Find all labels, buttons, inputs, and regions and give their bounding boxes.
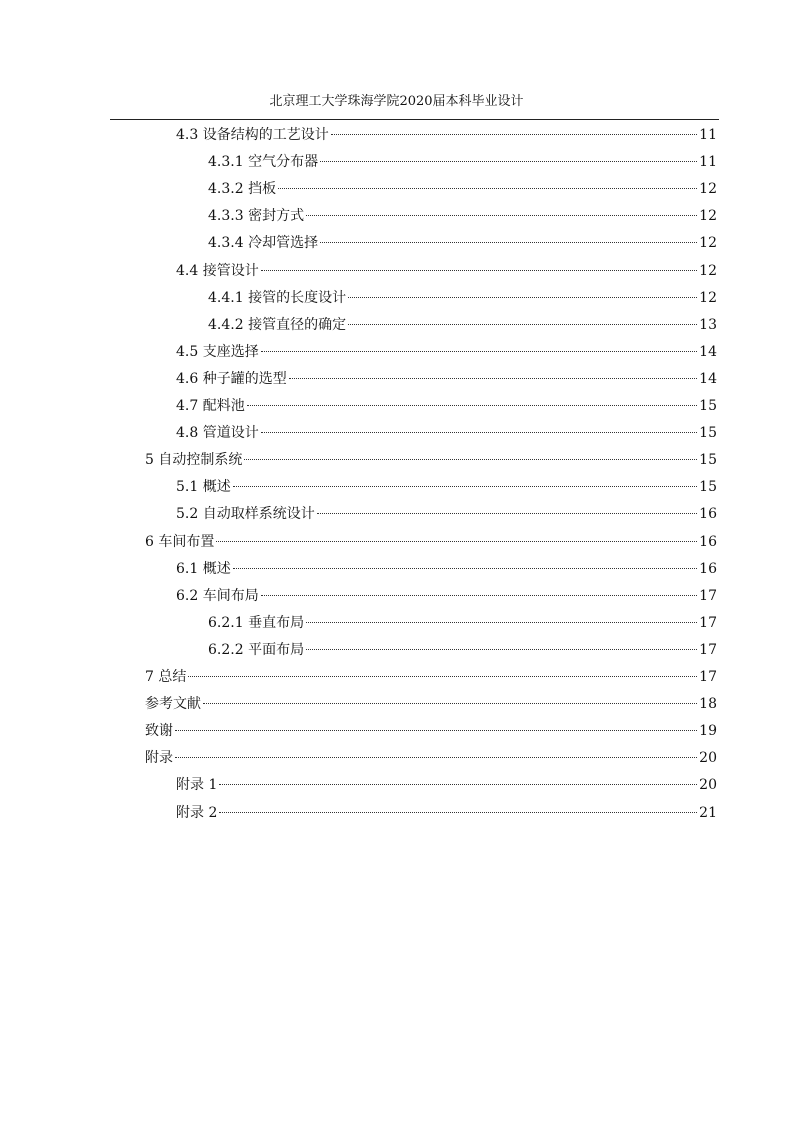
toc-page-number: 16 — [699, 506, 717, 523]
toc-page-number: 12 — [699, 289, 717, 306]
toc-page-number: 17 — [699, 587, 717, 604]
toc-dot-leader — [203, 703, 697, 704]
toc-dot-leader — [233, 486, 697, 487]
toc-entry[interactable] — [145, 530, 717, 554]
toc-page-number: 12 — [699, 262, 717, 279]
toc-entry[interactable] — [208, 204, 717, 228]
toc-entry-title: 参考文献 — [145, 696, 201, 713]
toc-dot-leader — [219, 812, 697, 813]
toc-entry-title: 4.8 管道设计 — [176, 425, 259, 442]
toc-entry[interactable] — [208, 611, 717, 635]
toc-entry-title: 6.2.2 平面布局 — [208, 641, 305, 658]
toc-entry-title: 4.3.2 挡板 — [208, 181, 277, 198]
toc-entry[interactable] — [208, 177, 717, 201]
toc-dot-leader — [244, 459, 697, 460]
toc-page-number: 15 — [699, 425, 717, 442]
toc-page-number: 15 — [699, 398, 717, 414]
toc-entry[interactable] — [176, 259, 717, 283]
toc-entry[interactable] — [145, 719, 717, 743]
toc-dot-leader — [348, 324, 697, 325]
toc-dot-leader — [306, 215, 697, 216]
toc-page-number: 12 — [699, 208, 717, 225]
toc-entry[interactable] — [208, 638, 717, 662]
header-rule — [110, 119, 719, 120]
toc-entry[interactable] — [176, 584, 717, 608]
toc-page-number: 12 — [699, 235, 717, 252]
toc-entry[interactable] — [145, 746, 717, 770]
toc-entry-title: 6.1 概述 — [176, 560, 231, 577]
toc-entry-title: 4.6 种子罐的选型 — [176, 370, 287, 387]
toc-page-number: 19 — [699, 723, 717, 740]
toc-entry[interactable] — [145, 448, 717, 472]
toc-entry[interactable] — [176, 340, 717, 364]
toc-entry[interactable] — [145, 692, 717, 716]
toc-page-number: 20 — [699, 777, 717, 794]
toc-entry-title: 7 总结 — [145, 669, 187, 685]
toc-entry-title: 4.4.1 接管的长度设计 — [208, 289, 347, 306]
toc-page-number: 17 — [699, 669, 717, 685]
toc-entry-title: 6 车间布置 — [145, 533, 215, 550]
toc-page-number: 17 — [699, 641, 717, 658]
toc-entry[interactable] — [208, 150, 717, 174]
toc-entry-title: 附录 2 — [176, 804, 218, 821]
toc-entry-title: 6.2 车间布局 — [176, 587, 259, 604]
toc-page-number: 15 — [699, 479, 717, 496]
toc-page-number: 15 — [699, 452, 717, 469]
toc-entry[interactable] — [176, 421, 717, 445]
toc-dot-leader — [306, 622, 697, 623]
toc-page-number: 14 — [699, 343, 717, 360]
toc-dot-leader — [233, 568, 697, 569]
toc-dot-leader — [219, 784, 697, 785]
toc-entry[interactable] — [176, 394, 717, 418]
toc-page-number: 21 — [699, 804, 717, 821]
toc-entry-title: 4.3 设备结构的工艺设计 — [176, 127, 329, 143]
toc-entry[interactable] — [208, 313, 717, 337]
toc-dot-leader — [261, 270, 697, 271]
toc-dot-leader — [331, 134, 697, 135]
toc-dot-leader — [289, 378, 697, 379]
toc-page-number: 17 — [699, 614, 717, 631]
toc-page-number: 11 — [699, 154, 717, 171]
toc-entry-title: 5.1 概述 — [176, 479, 231, 496]
toc-dot-leader — [216, 541, 697, 542]
toc-entry[interactable] — [208, 286, 717, 310]
toc-dot-leader — [188, 676, 697, 677]
toc-entry-title: 4.7 配料池 — [176, 398, 245, 414]
toc-entry-title: 4.3.1 空气分布器 — [208, 154, 319, 171]
toc-page-number: 16 — [699, 560, 717, 577]
toc-page-number: 16 — [699, 533, 717, 550]
toc-entry[interactable] — [176, 801, 717, 825]
header-title: 北京理工大学珠海学院2020届本科毕业设计 — [269, 94, 524, 109]
toc-dot-leader — [175, 730, 697, 731]
toc-entry-title: 致谢 — [145, 723, 173, 740]
toc-dot-leader — [320, 161, 697, 162]
toc-page-number: 13 — [699, 316, 717, 333]
toc-dot-leader — [278, 188, 697, 189]
toc-entry-title: 4.5 支座选择 — [176, 343, 259, 360]
toc-page-number: 18 — [699, 696, 717, 713]
toc-entry-title: 5.2 自动取样系统设计 — [176, 506, 315, 523]
toc-dot-leader — [175, 757, 697, 758]
toc-dot-leader — [261, 595, 697, 596]
toc-entry-title: 4.4 接管设计 — [176, 262, 259, 279]
toc-dot-leader — [317, 513, 697, 514]
toc-entry-title: 附录 — [145, 750, 173, 767]
toc-entry-title: 6.2.1 垂直布局 — [208, 614, 305, 631]
toc-page-number: 11 — [699, 127, 717, 143]
toc-page-number: 14 — [699, 370, 717, 387]
toc-entry[interactable] — [176, 502, 717, 526]
toc-dot-leader — [348, 297, 697, 298]
toc-entry-title: 4.4.2 接管直径的确定 — [208, 316, 347, 333]
toc-entry[interactable] — [145, 665, 717, 689]
toc-dot-leader — [247, 405, 697, 406]
toc-entry-title: 4.3.4 冷却管选择 — [208, 235, 319, 252]
toc-page-number: 12 — [699, 181, 717, 198]
toc-entry-title: 4.3.3 密封方式 — [208, 208, 305, 225]
toc-dot-leader — [261, 432, 697, 433]
toc-page-number: 20 — [699, 750, 717, 767]
toc-entry[interactable] — [176, 773, 717, 797]
toc-dot-leader — [306, 649, 697, 650]
toc-entry[interactable] — [176, 557, 717, 581]
toc-entry[interactable] — [176, 475, 717, 499]
toc-entry[interactable] — [208, 231, 717, 255]
toc-dot-leader — [320, 242, 697, 243]
page-header — [0, 92, 793, 112]
toc-entry-title: 附录 1 — [176, 777, 218, 794]
toc-dot-leader — [261, 351, 697, 352]
toc-entry[interactable] — [176, 123, 717, 147]
toc-entry[interactable] — [176, 367, 717, 391]
toc-entry-title: 5 自动控制系统 — [145, 452, 243, 469]
